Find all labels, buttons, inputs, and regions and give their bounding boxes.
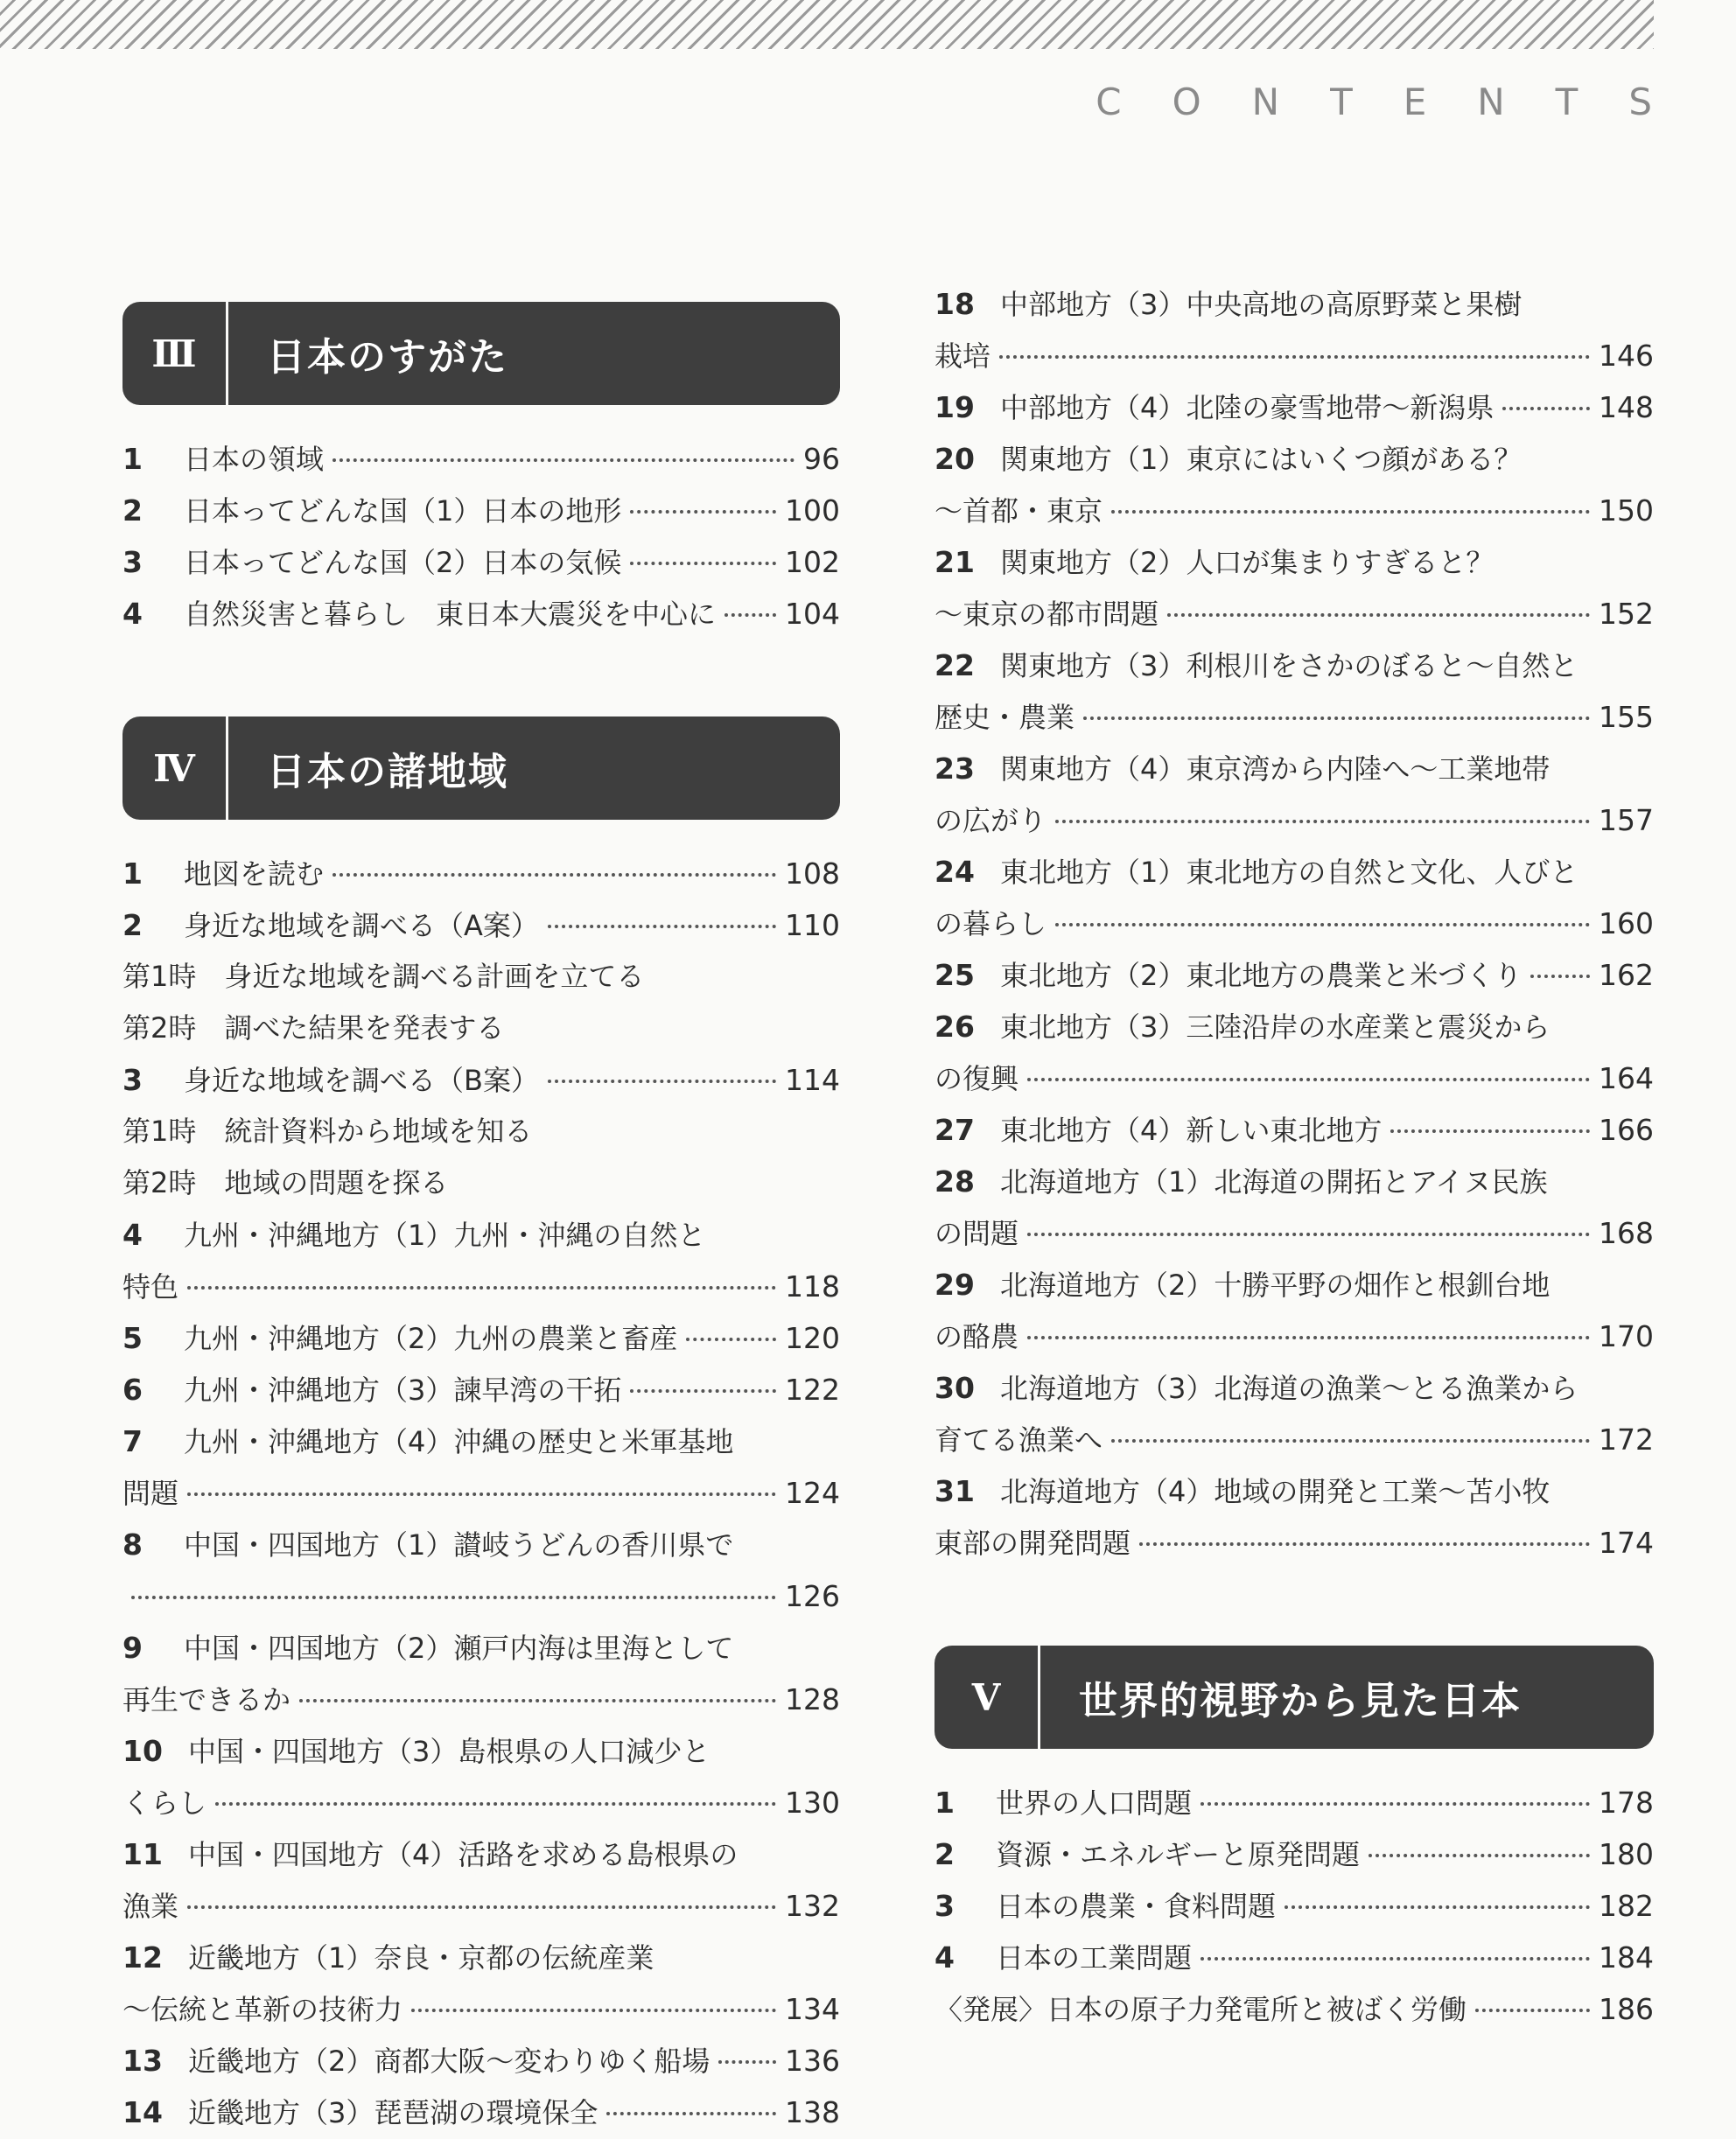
entry-number: 24 bbox=[934, 855, 975, 889]
toc-entry[interactable] bbox=[122, 899, 840, 951]
entry-number: 3 bbox=[934, 1889, 955, 1923]
page-number: 160 bbox=[1599, 906, 1654, 940]
toc-entry[interactable] bbox=[934, 536, 1654, 588]
section-numeral: Ⅳ bbox=[122, 716, 228, 820]
toc-entry[interactable] bbox=[122, 433, 840, 485]
section-numeral: Ⅲ bbox=[122, 302, 228, 405]
page-number: 170 bbox=[1599, 1319, 1654, 1353]
page-number: 162 bbox=[1599, 958, 1654, 992]
entry-title: 資源・エネルギーと原発問題 bbox=[996, 1838, 1361, 1871]
toc-entry[interactable] bbox=[122, 536, 840, 588]
toc-entry[interactable] bbox=[934, 278, 1654, 330]
page-number: 136 bbox=[785, 2044, 840, 2078]
toc-entry[interactable] bbox=[122, 2087, 840, 2138]
dot-leader bbox=[332, 458, 794, 462]
page-number: 138 bbox=[785, 2095, 840, 2129]
entry-number: 14 bbox=[122, 2095, 163, 2129]
entry-title: 東北地方（1）東北地方の自然と文化、人びと bbox=[1000, 856, 1578, 889]
section-header-3 bbox=[122, 302, 840, 405]
toc-entry[interactable] bbox=[934, 1362, 1654, 1414]
toc-entry[interactable] bbox=[934, 743, 1654, 794]
page-number: 118 bbox=[785, 1269, 840, 1304]
entry-title: 日本の領域 bbox=[184, 443, 325, 476]
dot-leader bbox=[187, 1286, 776, 1290]
entry-number: 30 bbox=[934, 1371, 975, 1405]
entry-number: 6 bbox=[122, 1373, 143, 1407]
dot-leader bbox=[999, 355, 1590, 359]
page-number: 126 bbox=[785, 1579, 840, 1613]
entry-title: 東北地方（3）三陸沿岸の水産業と震災から bbox=[1000, 1010, 1550, 1044]
page-number: 108 bbox=[785, 856, 840, 891]
toc-entry[interactable] bbox=[934, 640, 1654, 691]
section-numeral: Ⅴ bbox=[934, 1646, 1040, 1749]
entry-number: 3 bbox=[122, 1063, 143, 1097]
entry-number: 28 bbox=[934, 1164, 975, 1199]
entry-title: 〜首都・東京 bbox=[934, 494, 1103, 528]
toc-entry[interactable] bbox=[934, 949, 1654, 1001]
entry-title: 近畿地方（2）商都大阪〜変わりゆく船場 bbox=[188, 2045, 710, 2078]
entry-number: 8 bbox=[122, 1527, 143, 1562]
page-number: 130 bbox=[785, 1786, 840, 1820]
entry-title: 第2時 地域の問題を探る bbox=[122, 1166, 449, 1199]
entry-number: 7 bbox=[122, 1424, 143, 1458]
entry-title: 身近な地域を調べる（A案） bbox=[184, 909, 539, 942]
toc-list bbox=[934, 1777, 1654, 2035]
entry-title: 漁業 bbox=[122, 1890, 179, 1923]
dot-leader bbox=[1502, 407, 1590, 410]
toc-entry-continuation[interactable] bbox=[934, 1983, 1654, 2035]
dot-leader bbox=[630, 510, 776, 514]
page-number: 155 bbox=[1599, 700, 1654, 734]
toc-entry-continuation[interactable] bbox=[122, 1674, 840, 1725]
page-number: 104 bbox=[785, 597, 840, 631]
right-column bbox=[934, 278, 1654, 2035]
toc-entry[interactable] bbox=[122, 588, 840, 640]
entry-number: 18 bbox=[934, 287, 975, 321]
toc-entry[interactable] bbox=[934, 1932, 1654, 1983]
entry-number: 10 bbox=[122, 1734, 163, 1768]
entry-title: 世界の人口問題 bbox=[996, 1786, 1193, 1820]
entry-title: 東北地方（4）新しい東北地方 bbox=[1000, 1114, 1382, 1147]
entry-title: の問題 bbox=[934, 1217, 1019, 1250]
dot-leader bbox=[548, 925, 776, 928]
entry-number: 3 bbox=[122, 545, 143, 579]
entry-number: 5 bbox=[122, 1321, 143, 1355]
entry-title: 第2時 調べた結果を発表する bbox=[122, 1011, 505, 1045]
toc-entry[interactable] bbox=[122, 1209, 840, 1261]
page-number: 114 bbox=[785, 1063, 840, 1097]
toc-entry-continuation[interactable] bbox=[122, 1157, 840, 1209]
entry-title: 関東地方（3）利根川をさかのぼると〜自然と bbox=[1000, 649, 1578, 682]
toc-entry[interactable] bbox=[122, 1828, 840, 1880]
entry-title: 九州・沖縄地方（3）諫早湾の干拓 bbox=[184, 1374, 622, 1407]
dot-leader bbox=[1200, 1957, 1590, 1961]
toc-entry-continuation[interactable] bbox=[934, 691, 1654, 743]
toc-entry[interactable] bbox=[122, 1416, 840, 1467]
toc-entry[interactable] bbox=[934, 1259, 1654, 1311]
entry-title: 中部地方（4）北陸の豪雪地帯〜新潟県 bbox=[1000, 391, 1494, 424]
page-number: 166 bbox=[1599, 1113, 1654, 1147]
entry-title: の広がり bbox=[934, 804, 1047, 837]
entry-title: 第1時 統計資料から地域を知る bbox=[122, 1115, 533, 1148]
entry-title: 中国・四国地方（4）活路を求める島根県の bbox=[188, 1838, 738, 1871]
entry-number: 1 bbox=[934, 1786, 955, 1820]
toc-entry[interactable] bbox=[122, 485, 840, 536]
entry-number: 21 bbox=[934, 545, 975, 579]
entry-title: 日本ってどんな国（2）日本の気候 bbox=[184, 546, 622, 579]
page-number: 182 bbox=[1599, 1889, 1654, 1923]
toc-entry-continuation[interactable] bbox=[934, 1311, 1654, 1362]
toc-entry-continuation[interactable] bbox=[122, 1983, 840, 2035]
entry-title: 中国・四国地方（1）讃岐うどんの香川県で bbox=[184, 1528, 734, 1562]
dot-leader bbox=[1027, 1233, 1590, 1236]
page-number: 102 bbox=[785, 545, 840, 579]
entry-number: 1 bbox=[122, 442, 143, 476]
entry-title: 地図を読む bbox=[184, 857, 325, 891]
page-number: 168 bbox=[1599, 1216, 1654, 1250]
toc-entry[interactable] bbox=[122, 848, 840, 899]
section-title: 世界的視野から見た日本 bbox=[1079, 1679, 1522, 1723]
toc-entry-continuation[interactable] bbox=[934, 1517, 1654, 1569]
entry-title: 中国・四国地方（3）島根県の人口減少と bbox=[188, 1735, 710, 1768]
entry-title: 東部の開発問題 bbox=[934, 1527, 1131, 1560]
dot-leader bbox=[1530, 975, 1590, 978]
entry-title: 〜東京の都市問題 bbox=[934, 598, 1159, 631]
dot-leader bbox=[1368, 1854, 1590, 1857]
dot-leader bbox=[411, 2009, 776, 2012]
decorative-hatch-band bbox=[0, 0, 1654, 49]
page-number: 172 bbox=[1599, 1423, 1654, 1457]
toc-entry[interactable] bbox=[934, 1777, 1654, 1828]
entry-title: 育てる漁業へ bbox=[934, 1423, 1103, 1457]
entry-number: 27 bbox=[934, 1113, 975, 1147]
entry-number: 13 bbox=[122, 2044, 163, 2078]
entry-title: 近畿地方（1）奈良・京都の伝統産業 bbox=[188, 1941, 654, 1975]
entry-number: 4 bbox=[122, 1218, 143, 1252]
dot-leader bbox=[332, 873, 776, 877]
entry-title: 自然災害と暮らし 東日本大震災を中心に bbox=[184, 598, 717, 631]
page-number: 124 bbox=[785, 1476, 840, 1510]
toc-list bbox=[122, 848, 840, 2138]
entry-title: 近畿地方（3）琵琶湖の環境保全 bbox=[188, 2096, 598, 2129]
dot-leader bbox=[187, 1492, 776, 1496]
entry-title: 身近な地域を調べる（B案） bbox=[184, 1064, 539, 1097]
toc-entry-continuation[interactable] bbox=[934, 588, 1654, 640]
entry-number: 9 bbox=[122, 1631, 143, 1665]
dot-leader bbox=[215, 1802, 776, 1806]
toc-entry[interactable] bbox=[122, 1364, 840, 1416]
dot-leader bbox=[187, 1905, 776, 1909]
toc-entry[interactable] bbox=[934, 381, 1654, 433]
page-number: 110 bbox=[785, 908, 840, 942]
entry-number: 4 bbox=[122, 597, 143, 631]
toc-entry-continuation[interactable] bbox=[934, 794, 1654, 846]
entry-title: 〜伝統と革新の技術力 bbox=[122, 1993, 403, 2026]
toc-entry-continuation[interactable] bbox=[122, 1777, 840, 1828]
dot-leader bbox=[1284, 1905, 1590, 1909]
entry-number: 29 bbox=[934, 1268, 975, 1302]
entry-title: 関東地方（1）東京にはいくつ顔がある？ bbox=[1000, 443, 1522, 476]
dot-leader bbox=[548, 1080, 776, 1083]
entry-title: 北海道地方（1）北海道の開拓とアイヌ民族 bbox=[1000, 1165, 1548, 1199]
entry-title: 中部地方（3）中央高地の高原野菜と果樹 bbox=[1000, 288, 1522, 321]
toc-entry-continuation[interactable] bbox=[122, 1467, 840, 1519]
toc-entry-continuation[interactable] bbox=[934, 485, 1654, 536]
dot-leader bbox=[299, 1699, 776, 1702]
toc-entry[interactable] bbox=[122, 2035, 840, 2087]
entry-number: 12 bbox=[122, 1940, 163, 1975]
toc-entry[interactable] bbox=[122, 1725, 840, 1777]
entry-title: 歴史・農業 bbox=[934, 701, 1075, 734]
entry-title: 日本の工業問題 bbox=[996, 1941, 1193, 1975]
section-title: 日本のすがた bbox=[267, 335, 508, 380]
entry-number: 22 bbox=[934, 648, 975, 682]
entry-title: 日本ってどんな国（1）日本の地形 bbox=[184, 494, 622, 528]
entry-title: 北海道地方（2）十勝平野の畑作と根釧台地 bbox=[1000, 1269, 1550, 1302]
dot-leader bbox=[718, 2060, 776, 2064]
dot-leader bbox=[1167, 613, 1590, 617]
entry-number: 26 bbox=[934, 1010, 975, 1044]
page-number: 174 bbox=[1599, 1526, 1654, 1560]
dot-leader bbox=[1139, 1542, 1590, 1546]
entry-number: 2 bbox=[934, 1837, 955, 1871]
toc-entry[interactable] bbox=[934, 846, 1654, 898]
toc-entry-continuation[interactable] bbox=[122, 951, 840, 1003]
toc-list bbox=[934, 278, 1654, 1569]
page-number: 132 bbox=[785, 1889, 840, 1923]
dot-leader bbox=[1111, 510, 1590, 514]
entry-number: 20 bbox=[934, 442, 975, 476]
dot-leader bbox=[1055, 923, 1590, 926]
entry-number: 25 bbox=[934, 958, 975, 992]
toc-entry-continuation[interactable] bbox=[934, 1207, 1654, 1259]
page-number: 128 bbox=[785, 1682, 840, 1716]
entry-title: 栽培 bbox=[934, 339, 991, 373]
entry-title: 九州・沖縄地方（1）九州・沖縄の自然と bbox=[184, 1219, 706, 1252]
dot-leader bbox=[1083, 716, 1590, 720]
page-number: 164 bbox=[1599, 1061, 1654, 1095]
left-column bbox=[122, 302, 840, 2138]
entry-title: の酪農 bbox=[934, 1320, 1019, 1353]
toc-entry[interactable] bbox=[934, 1828, 1654, 1880]
page-number: 148 bbox=[1599, 390, 1654, 424]
toc-entry-continuation[interactable] bbox=[934, 1414, 1654, 1465]
dot-leader bbox=[1475, 2009, 1590, 2012]
dot-leader bbox=[1200, 1802, 1590, 1806]
entry-title: 中国・四国地方（2）瀬戸内海は里海として bbox=[184, 1632, 734, 1665]
page-number: 186 bbox=[1599, 1992, 1654, 2026]
entry-title: 第1時 身近な地域を調べる計画を立てる bbox=[122, 960, 645, 993]
entry-title: 特色 bbox=[122, 1270, 179, 1304]
entry-title: の暮らし bbox=[934, 907, 1047, 940]
toc-entry-continuation[interactable] bbox=[934, 330, 1654, 381]
dot-leader bbox=[630, 1389, 776, 1393]
dot-leader bbox=[1390, 1129, 1590, 1133]
toc-entry-continuation[interactable] bbox=[122, 1880, 840, 1932]
section-title: 日本の諸地域 bbox=[267, 750, 508, 794]
dot-leader bbox=[630, 562, 776, 565]
page-number: 122 bbox=[785, 1373, 840, 1407]
dot-leader bbox=[131, 1596, 776, 1599]
toc-entry-continuation[interactable] bbox=[122, 1106, 840, 1157]
entry-title: 関東地方（2）人口が集まりすぎると？ bbox=[1000, 546, 1494, 579]
toc-entry[interactable] bbox=[934, 1001, 1654, 1052]
dot-leader bbox=[1027, 1336, 1590, 1339]
contents-label: CONTENTS bbox=[1096, 80, 1703, 123]
toc-entry[interactable] bbox=[934, 1880, 1654, 1932]
entry-number: 4 bbox=[934, 1940, 955, 1975]
page-number: 96 bbox=[803, 442, 840, 476]
dot-leader bbox=[1111, 1439, 1590, 1443]
page-number: 157 bbox=[1599, 803, 1654, 837]
dot-leader bbox=[606, 2112, 776, 2115]
page-number: 184 bbox=[1599, 1940, 1654, 1975]
page-number: 152 bbox=[1599, 597, 1654, 631]
entry-title: 〈発展〉日本の原子力発電所と被ばく労働 bbox=[934, 1993, 1467, 2026]
section-header-5 bbox=[934, 1646, 1654, 1749]
dot-leader bbox=[1055, 820, 1590, 823]
toc-entry-continuation[interactable] bbox=[934, 898, 1654, 949]
entry-number: 11 bbox=[122, 1837, 163, 1871]
entry-title: 問題 bbox=[122, 1477, 179, 1510]
toc-entry-continuation[interactable] bbox=[122, 1570, 840, 1622]
entry-number: 23 bbox=[934, 751, 975, 786]
page-number: 150 bbox=[1599, 493, 1654, 528]
toc-entry[interactable] bbox=[934, 1104, 1654, 1156]
toc-entry[interactable] bbox=[122, 1054, 840, 1106]
toc-entry[interactable] bbox=[122, 1312, 840, 1364]
entry-number: 2 bbox=[122, 493, 143, 528]
section-header-4 bbox=[122, 716, 840, 820]
entry-number: 19 bbox=[934, 390, 975, 424]
entry-title: 九州・沖縄地方（4）沖縄の歴史と米軍基地 bbox=[184, 1425, 734, 1458]
dot-leader bbox=[686, 1338, 776, 1341]
toc-entry-continuation[interactable] bbox=[934, 1052, 1654, 1104]
page-number: 180 bbox=[1599, 1837, 1654, 1871]
page-number: 120 bbox=[785, 1321, 840, 1355]
toc-list bbox=[122, 433, 840, 640]
entry-title: 関東地方（4）東京湾から内陸へ〜工業地帯 bbox=[1000, 752, 1550, 786]
toc-entry[interactable] bbox=[934, 1156, 1654, 1207]
entry-title: 九州・沖縄地方（2）九州の農業と畜産 bbox=[184, 1322, 678, 1355]
page-number: 146 bbox=[1599, 339, 1654, 373]
toc-entry[interactable] bbox=[934, 1465, 1654, 1517]
entry-title: 北海道地方（4）地域の開発と工業〜苫小牧 bbox=[1000, 1475, 1550, 1508]
page-number: 100 bbox=[785, 493, 840, 528]
page-number: 134 bbox=[785, 1992, 840, 2026]
entry-title: 東北地方（2）東北地方の農業と米づくり bbox=[1000, 959, 1522, 992]
toc-entry-continuation[interactable] bbox=[122, 1261, 840, 1312]
toc-entry[interactable] bbox=[122, 1932, 840, 1983]
entry-number: 2 bbox=[122, 908, 143, 942]
entry-title: 日本の農業・食料問題 bbox=[996, 1890, 1277, 1923]
toc-entry[interactable] bbox=[122, 1519, 840, 1570]
entry-title: くらし bbox=[122, 1786, 207, 1820]
dot-leader bbox=[724, 613, 776, 617]
toc-entry[interactable] bbox=[122, 1622, 840, 1674]
entry-title: 再生できるか bbox=[122, 1683, 291, 1716]
dot-leader bbox=[1027, 1078, 1590, 1081]
entry-number: 1 bbox=[122, 856, 143, 891]
entry-number: 31 bbox=[934, 1474, 975, 1508]
entry-title: 北海道地方（3）北海道の漁業〜とる漁業から bbox=[1000, 1372, 1578, 1405]
entry-title: の復興 bbox=[934, 1062, 1019, 1095]
toc-entry[interactable] bbox=[934, 433, 1654, 485]
toc-entry-continuation[interactable] bbox=[122, 1003, 840, 1054]
page-number: 178 bbox=[1599, 1786, 1654, 1820]
